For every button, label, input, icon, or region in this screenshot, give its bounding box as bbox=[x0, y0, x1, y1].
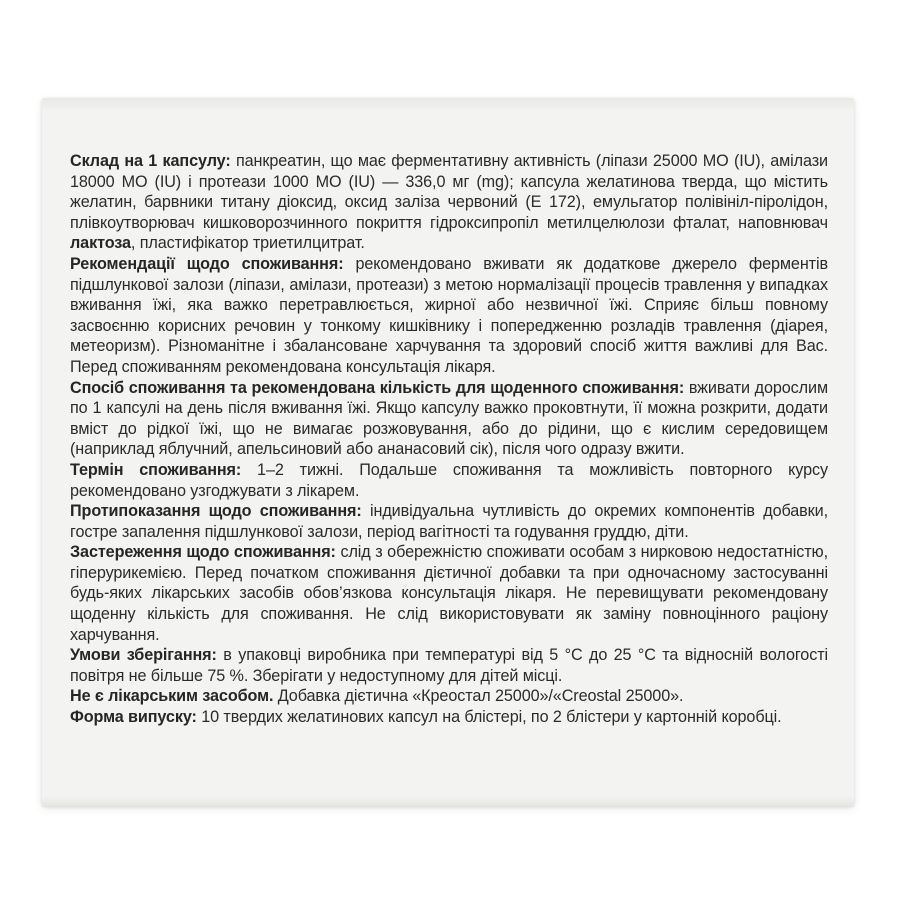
storage-heading: Умови зберігання: bbox=[70, 646, 217, 665]
box-top-edge bbox=[42, 98, 854, 112]
duration-text: 1–2 тижні. Подальше споживання та можливість повторного курсу рекомендовано узгоджувати з лікарем. bbox=[70, 460, 828, 500]
release-form-heading: Форма випуску: bbox=[70, 708, 197, 727]
contraindications-text: індивідуальна чутливість до окремих компонентів добавки, гостре запалення підшлункової залози, період вагітності та годування груддю, діти. bbox=[70, 502, 828, 541]
usage-paragraph bbox=[70, 378, 828, 460]
usage-heading: Спосіб споживання та рекомендована кількість для щоденного споживання: bbox=[70, 378, 685, 397]
warnings-text: слід з обережністю споживати особам з нирковою недостатністю, гіперурикемією. Перед початком споживання дієтичної добавки та при одночасному застосуванні будь-яких лікарських засобів обов’язкова консультація лікаря. Не перевищувати рекомендовану щоденну кількість для споживання. Не слід використовувати як заміну повноцінного раціону харчування. bbox=[70, 543, 828, 644]
storage-text: в упаковці виробника при температурі від 5 °С до 25 °С та відносній вологості повітря не більше 75 %. Зберігати у недоступному для дітей місці. bbox=[70, 646, 829, 685]
contraindications-heading: Протипоказання щодо споживання: bbox=[70, 502, 362, 521]
release-form-paragraph bbox=[70, 707, 828, 728]
recommendations-heading: Рекомендації щодо споживання: bbox=[70, 254, 344, 273]
composition-paragraph bbox=[70, 151, 828, 254]
duration-paragraph bbox=[70, 460, 828, 501]
storage-paragraph bbox=[70, 645, 828, 686]
contraindications-paragraph bbox=[70, 501, 828, 542]
release-form-text: 10 твердих желатинових капсул на блістері, по 2 блістери у картонній коробці. bbox=[196, 708, 782, 727]
composition-text-end: , пластифікатор триетилцитрат. bbox=[130, 234, 365, 253]
usage-text: вживати дорослим по 1 капсулі на день після вживання їжі. Якщо капсулу важко проковтнути, її можна розкрити, додати вміст до рідкої їжі, що не вимагає розжовування, або до рідини, що є кислим середовищем (наприклад яблучний, апельсиновий або ананасовий сік), після чого одразу вжити. bbox=[70, 378, 828, 459]
box-bottom-edge bbox=[42, 796, 854, 806]
recommendations-text: рекомендовано вживати як додаткове джерело ферментів підшлункової залози (ліпази, амілази, протеази) з метою нормалізації процесів травлення у випадках вживання їжі, яка важко перетравлюється, жирної або незвичної їжі. Сприяє більш повному засвоєнню корисних речовин у тонкому кишківнику і попередженню розладів травлення (діарея, метеоризм). Різноманітне і збалансоване харчування та здоровий спосіб життя важливі для Вас. Перед споживанням рекомендована консультація лікаря. bbox=[70, 254, 828, 376]
duration-heading: Термін споживання: bbox=[70, 460, 242, 479]
composition-heading: Склад на 1 капсулу: bbox=[70, 152, 231, 170]
recommendations-paragraph bbox=[70, 254, 828, 378]
not-medicine-paragraph bbox=[70, 686, 828, 707]
composition-text: панкреатин, що має ферментативну активність (ліпази 25000 МО (IU), амілази 18000 МО (IU) і протеази 1000 МО (IU) — 336,0 мг (mg); капсула желатинова тверда, що містить желатин, барвники титану діоксид, оксид заліза червоний (Е 172), емульгатор полівініл-піролідон, плівкоутворювач кишковорозчинного покриття гідроксипропіл метилцелюлози фталат, наповнювач bbox=[70, 152, 828, 232]
label-text-block bbox=[70, 151, 828, 728]
lactose-highlight: лактоза bbox=[70, 234, 131, 253]
not-medicine-text: Добавка дієтична «Креостал 25000»/«Creostal 25000». bbox=[273, 687, 684, 706]
warnings-heading: Застереження щодо споживання: bbox=[70, 543, 336, 562]
warnings-paragraph bbox=[70, 542, 828, 645]
not-medicine-heading: Не є лікарським засобом. bbox=[70, 687, 274, 706]
